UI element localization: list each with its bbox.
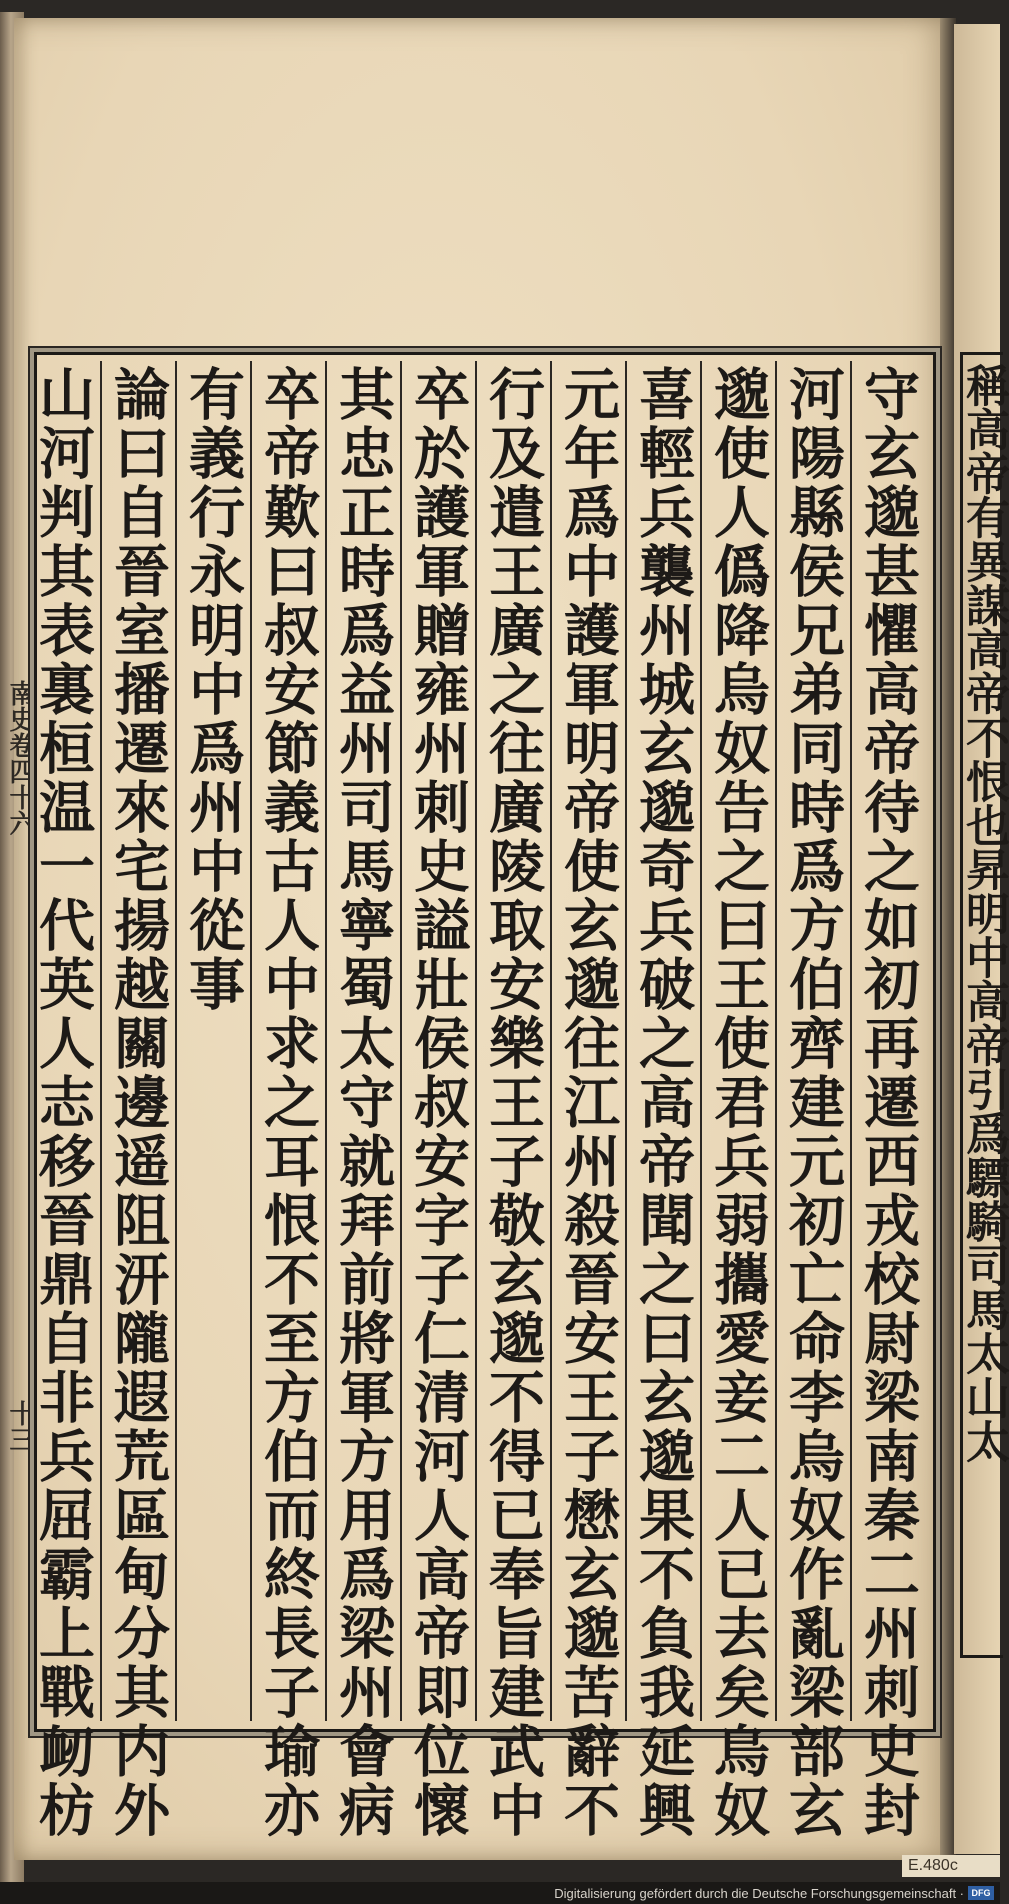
text-column-6: 行及遣王廣之往廣陵取安樂王子敬玄邈不得已奉旨建武中 (475, 361, 550, 1721)
right-page-column: 稱高帝有異謀高帝不恨也昇明中高帝引爲驃騎司馬太山太 (958, 363, 1009, 1463)
text-column-1: 守玄邈甚懼高帝待之如初再遷西戎校尉梁南秦二州刺史封 (850, 361, 925, 1721)
shelfmark-label: E.480c (902, 1855, 1000, 1877)
text-column-7: 卒於護軍贈雍州刺史謚壯侯叔安字子仁清河人高帝即位懷 (400, 361, 475, 1721)
text-column-8: 其忠正時爲益州司馬寧蜀太守就拜前將軍方用爲梁州會病 (325, 361, 400, 1721)
text-frame (30, 352, 936, 1840)
text-column-2: 河陽縣侯兄弟同時爲方伯齊建元初亡命李烏奴作亂梁部玄 (775, 361, 850, 1721)
dfg-logo-icon: DFG (968, 1886, 994, 1900)
margin-volume-label: 南史卷四十六 (5, 680, 35, 836)
margin-folio-number: 十三 (5, 1400, 35, 1452)
text-column-3: 邈使人僞降烏奴告之曰王使君兵弱攜愛妾二人已去矣烏奴 (700, 361, 775, 1721)
text-column-5: 元年爲中護軍明帝使玄邈往江州殺晉安王子懋玄邈苦辭不 (550, 361, 625, 1721)
digitization-footer (0, 1882, 1000, 1904)
text-column-11: 論曰自晉室播遷來宅揚越關邊遥阻汧隴遐荒區甸分其内外 (100, 361, 175, 1721)
text-column-4: 喜輕兵襲州城玄邈奇兵破之高帝聞之曰玄邈果不負我延興 (625, 361, 700, 1721)
text-column-9: 卒帝歎曰叔安節義古人中求之耳恨不至方伯而終長子瑜亦 (250, 361, 325, 1721)
footer-credit-text: Digitalisierung gefördert durch die Deutsche Forschungsgemeinschaft · (554, 1886, 964, 1901)
text-column-12: 山河判其表裏桓温一代英人志移晉鼎自非兵屈霸上戰衂枋 (30, 365, 96, 1840)
text-column-10: 有義行永明中爲州中從事 (175, 361, 250, 1721)
text-columns (25, 361, 925, 1840)
right-page-frame (958, 352, 1009, 1658)
